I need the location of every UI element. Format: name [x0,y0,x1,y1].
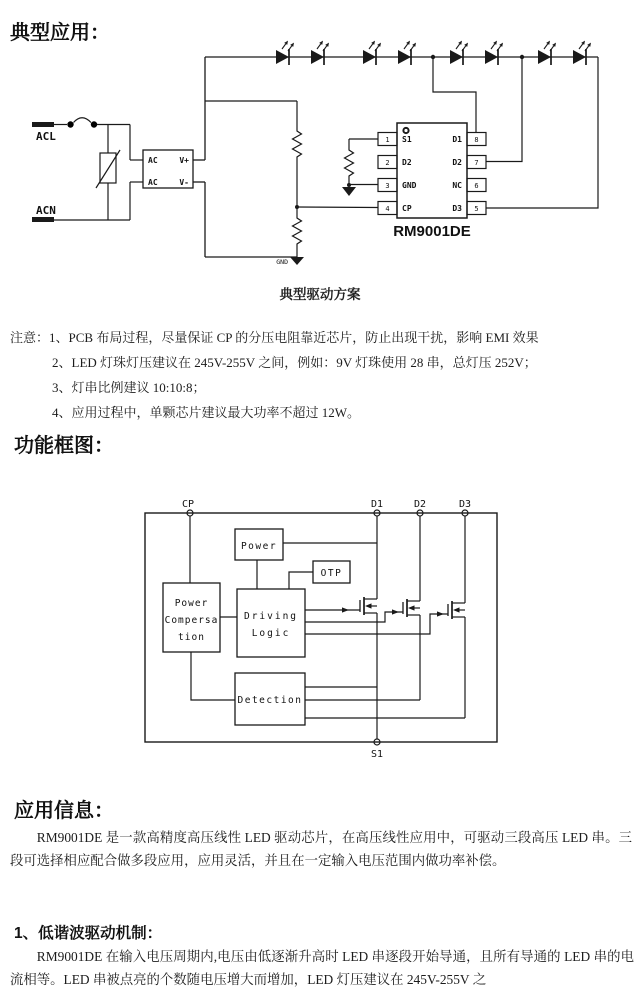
schematic-caption: 典型驱动方案 [279,287,361,302]
pin-name-nc: NC [452,181,462,190]
note-prefix: 注意： [10,330,50,345]
power-block [235,529,283,560]
bridge-vplus-label: V+ [179,156,189,165]
driving-logic-label-2: Logic [251,628,291,639]
pin-name-cp: CP [402,204,412,213]
pin-name-d2r: D2 [452,158,462,167]
terminal-d3-label: D3 [458,499,472,510]
pin-num-6: 6 [474,181,479,190]
functional-block-diagram [0,490,640,770]
block-diagram-heading: 功能框图： [14,435,114,457]
compensation-label-3: tion [178,632,205,643]
pin-num-7: 7 [474,158,479,167]
pin-name-d2l: D2 [402,158,412,167]
terminal-s1-label: S1 [370,749,384,760]
s1-sense-resistor [342,139,378,196]
pin-name-s1: S1 [402,135,412,144]
acn-label: ACN [36,204,56,217]
low-harmonic-paragraph: RM9001DE 在输入电压周期内,电压由低逐渐升高时 LED 串逐段开始导通，且所有导通的 LED 串的电流相等。LED 串被点亮的个数随电压增大而增加，LED 灯压建议在 245V-255V 之 [10,949,634,987]
gnd-label: GND [276,258,288,266]
note-line-1 [10,325,634,350]
compensation-label-1: Power [174,598,209,609]
low-harmonic-heading: 1、低谐波驱动机制： [14,925,163,942]
acl-label: ACL [36,130,56,143]
pin-num-4: 4 [385,204,390,213]
input-wiring [54,125,143,221]
bridge-vminus-label: V- [179,178,189,187]
detection-block-label: Detection [237,695,303,706]
bridge-ac-top-label: AC [148,156,158,165]
bridge-ac-bottom-label: AC [148,178,158,187]
supply-ground-symbol [276,257,304,266]
pin1-dot-icon [403,128,408,133]
otp-block [313,561,350,583]
driving-logic-label-1: Driving [243,611,299,622]
note-item-2: 2、LED 灯珠灯压建议在 245V-255V 之间，例如：9V 灯珠使用 28 串，总灯压 252V； [52,355,537,370]
notes-block [10,325,634,425]
otp-block-label: OTP [320,568,343,579]
mosfet-d2 [403,599,420,617]
pin-name-d3: D3 [452,204,462,213]
application-info-paragraph: RM9001DE 是一款高精度高压线性 LED 驱动芯片，在高压线性应用中，可驱动三段高压 LED 串。三段可选择相应配合做多段应用，应用灵活，并且在一定输入电压范围内做功率补偿。 [10,830,632,868]
terminal-cp-label: CP [181,499,195,510]
mosfet-d1 [360,597,377,615]
compensation-label-2: Compersa [164,615,219,626]
acn-terminal [32,204,56,222]
note-item-4: 4、应用过程中，单颗芯片建议最大功率不超过 12W。 [52,405,361,420]
pin-num-5: 5 [474,204,479,213]
note-item-3: 3、灯串比例建议 10:10:8； [52,380,206,395]
driving-logic-block [237,589,305,657]
varistor-symbol [96,125,120,221]
typical-application-schematic [0,0,640,320]
application-info-heading: 应用信息： [14,800,114,822]
power-block-label: Power [240,541,278,552]
terminal-d1-label: D1 [370,499,384,510]
acl-terminal [32,122,56,143]
fuse-symbol [54,118,130,128]
pin-name-d1: D1 [452,135,462,144]
pin-num-3: 3 [385,181,390,190]
chip-part-number: RM9001DE [393,223,471,240]
block-diagram-wiring [190,516,465,739]
chip-boundary [145,513,497,742]
terminal-d2-label: D2 [413,499,427,510]
power-compensation-block [163,583,220,652]
pin-num-8: 8 [474,135,479,144]
typical-application-heading: 典型应用： [10,22,110,44]
pin-name-gnd: GND [402,181,417,190]
pin-num-1: 1 [385,135,390,144]
cp-voltage-divider [293,101,379,257]
note-item-1: 1、PCB 布局过程，尽量保证 CP 的分压电阻靠近芯片，防止出现干扰，影响 EMI 效果 [49,330,539,345]
mosfet-d3 [448,601,465,619]
pin-num-2: 2 [385,158,390,167]
chip-rm9001de [378,123,486,240]
bridge-rectifier [143,150,193,188]
detection-block [235,673,305,725]
diagram-terminals [182,499,471,760]
